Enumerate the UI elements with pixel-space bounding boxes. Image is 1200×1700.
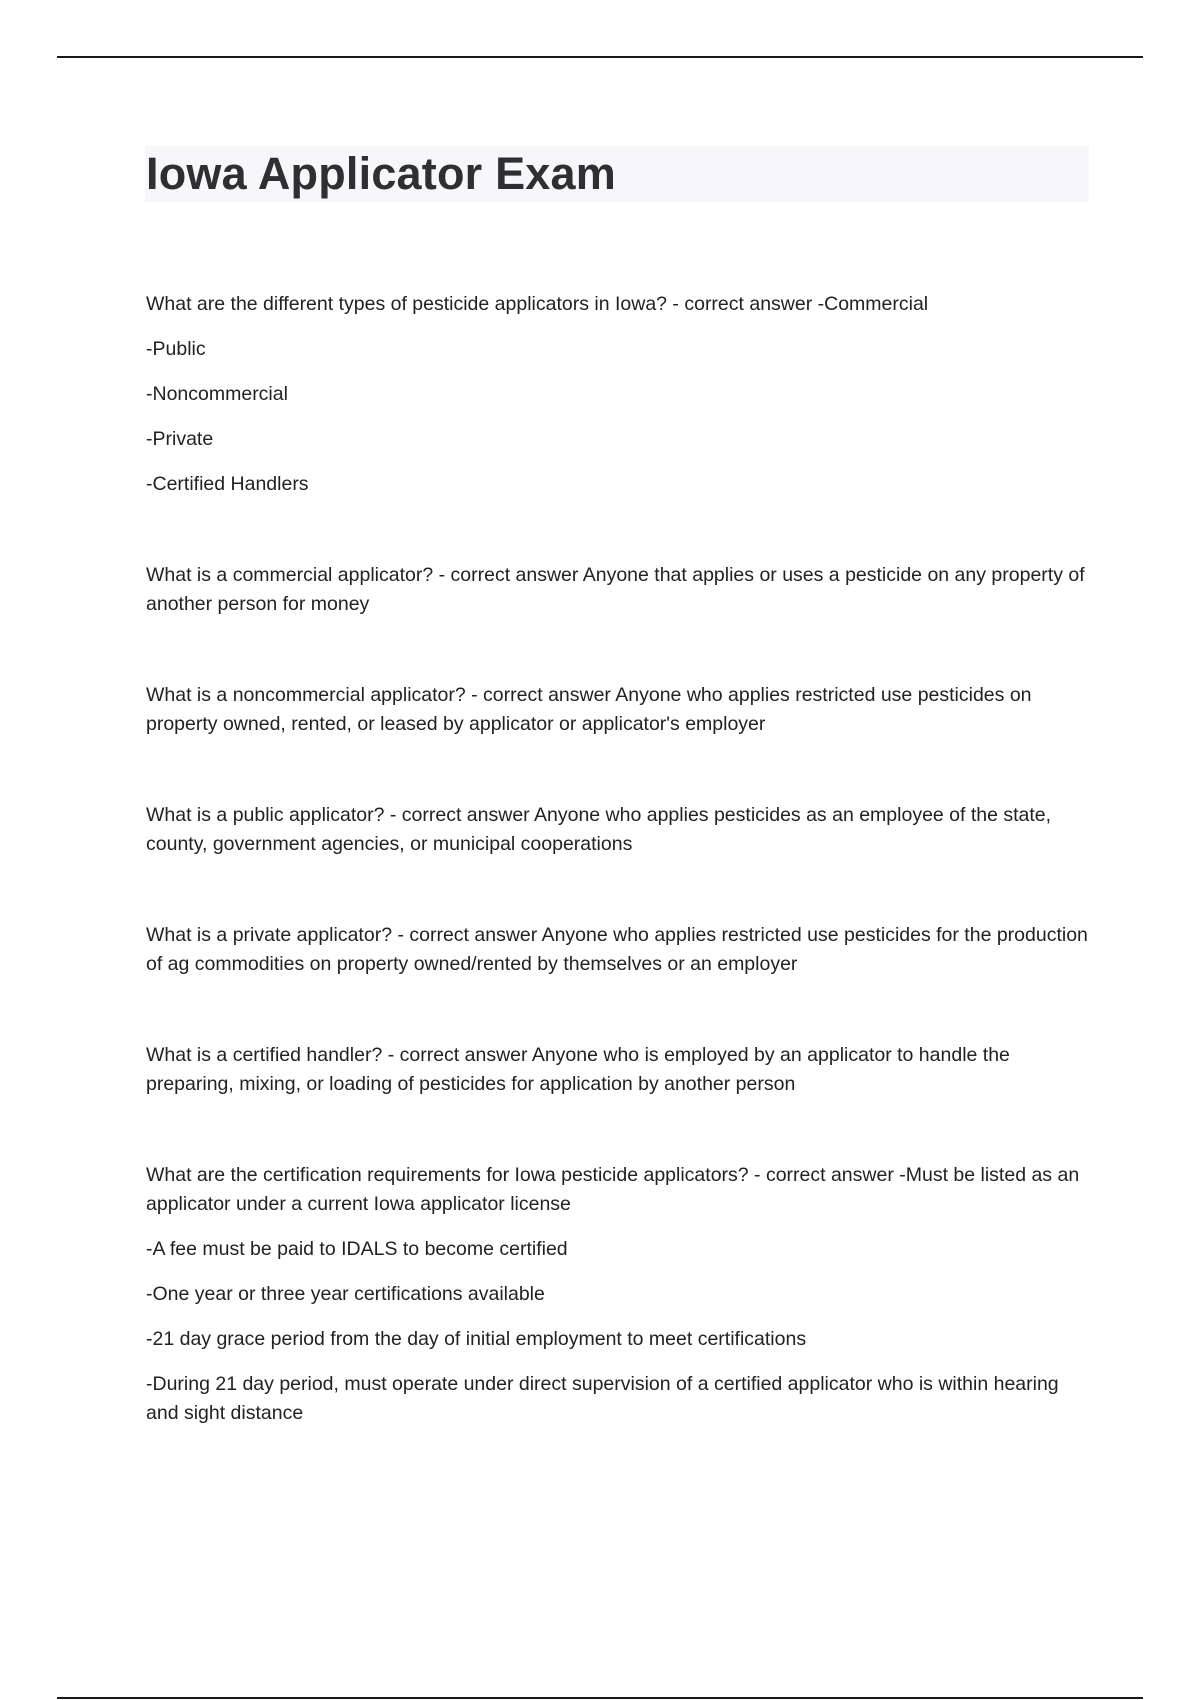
- qa-entry: [146, 681, 1090, 739]
- qa-entry: [146, 1041, 1090, 1099]
- top-divider: [57, 56, 1143, 58]
- question-answer-text: What is a commercial applicator? - correct answer Anyone that applies or uses a pesticide on any property of another person for money: [146, 564, 1085, 615]
- answer-list-item: -One year or three year certifications available: [146, 1283, 545, 1305]
- question-answer-text: What is a private applicator? - correct answer Anyone who applies restricted use pesticides for the production of ag commodities on property owned/rented by themselves or an employer: [146, 924, 1088, 975]
- bottom-divider: [57, 1697, 1143, 1699]
- question-answer-text: What is a public applicator? - correct answer Anyone who applies pesticides as an employee of the state, county, government agencies, or municipal cooperations: [146, 804, 1052, 855]
- answer-list-item: -21 day grace period from the day of initial employment to meet certifications: [146, 1328, 807, 1350]
- qa-entry: [146, 290, 1090, 499]
- document-body: [146, 290, 1090, 1490]
- answer-list-item: -Public: [146, 338, 206, 360]
- qa-entry: [146, 1161, 1090, 1428]
- question-answer-text: What are the different types of pesticide applicators in Iowa? - correct answer -Commercial: [146, 293, 929, 315]
- answer-list-item: -During 21 day period, must operate under direct supervision of a certified applicator who is within hearing and sight distance: [146, 1373, 1059, 1424]
- answer-list-item: -Private: [146, 428, 214, 450]
- answer-list-item: -A fee must be paid to IDALS to become certified: [146, 1238, 568, 1260]
- answer-list-item: -Certified Handlers: [146, 473, 309, 495]
- question-answer-text: What is a noncommercial applicator? - correct answer Anyone who applies restricted use pesticides on property owned, rented, or leased by applicator or applicator's employer: [146, 684, 1032, 735]
- question-answer-text: What is a certified handler? - correct answer Anyone who is employed by an applicator to handle the preparing, mixing, or loading of pesticides for application by another person: [146, 1044, 1010, 1095]
- question-answer-text: What are the certification requirements for Iowa pesticide applicators? - correct answer -Must be listed as an applicator under a current Iowa applicator license: [146, 1164, 1080, 1215]
- qa-entry: [146, 561, 1090, 619]
- answer-list-item: -Noncommercial: [146, 383, 288, 405]
- qa-entry: [146, 921, 1090, 979]
- page-title: Iowa Applicator Exam: [146, 148, 616, 199]
- qa-entry: [146, 801, 1090, 859]
